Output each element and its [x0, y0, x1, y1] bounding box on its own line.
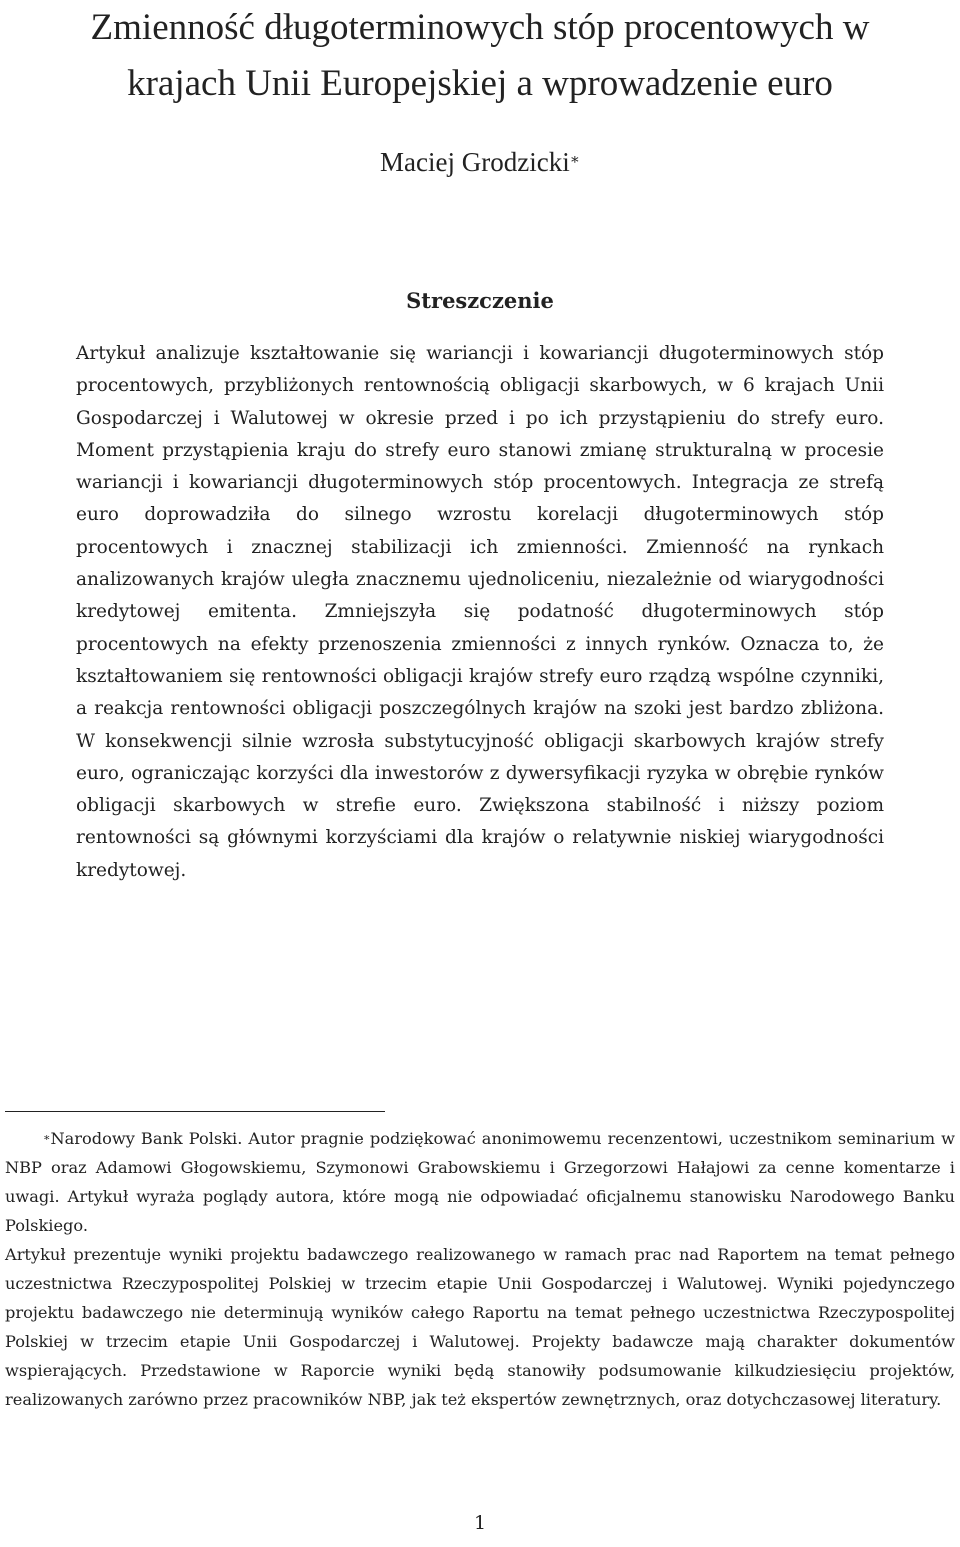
- paper-title-line-1: Zmienność długoterminowych stóp procentowych w: [90, 7, 870, 48]
- author-line: [0, 145, 960, 179]
- abstract-heading: Streszczenie: [406, 288, 554, 313]
- footnote-paragraph-1: [5, 1124, 955, 1240]
- footnote-paragraph-2: Artykuł prezentuje wyniki projektu badawczego realizowanego w ramach prac nad Raportem na temat pełnego uczestnictwa Rzeczypospolitej Polskiej w trzecim etapie Unii Gospodarczej i Walutowej. Wyniki pojedynczego projektu badawczego nie determinują wyników całego Raportu na temat pełnego uczestnictwa Rzeczypospolitej Polskiej w trzecim etapie Unii Gospodarczej i Walutowej. Projekty badawcze mają charakter dokumentów wspierających. Przedstawione w Raporcie wyniki będą stanowiły podsumowanie kilkudziesięciu projektów, realizowanych zarówno przez pracowników NBP, jak też ekspertów zewnętrznych, oraz dotychczasowej literatury.: [5, 1245, 955, 1409]
- author-name: Maciej Grodzicki: [380, 147, 570, 177]
- footnote-divider: [5, 1111, 385, 1112]
- paper-title: [0, 0, 960, 112]
- footnote-paragraph-1-text: Narodowy Bank Polski. Autor pragnie podziękować anonimowemu recenzentowi, uczestnikom seminarium w NBP oraz Adamowi Głogowskiemu, Szymonowi Grabowskiemu i Grzegorzowi Hałajowi za cenne komentarze i uwagi. Artykuł wyraża poglądy autora, które mogą nie odpowiadać oficjalnemu stanowisku Narodowego Banku Polskiego.: [5, 1129, 955, 1235]
- footnote-mark: ∗: [43, 1131, 51, 1144]
- abstract-text: Artykuł analizuje kształtowanie się wariancji i kowariancji długoterminowych stóp procentowych, przybliżonych rentownością obligacji skarbowych, w 6 krajach Unii Gospodarczej i Walutowej w okresie przed i po ich przystąpieniu do strefy euro. Moment przystąpienia kraju do strefy euro stanowi zmianę strukturalną w procesie wariancji i kowariancji długoterminowych stóp procentowych. Integracja ze strefą euro doprowadziła do silnego wzrostu korelacji długoterminowych stóp procentowych i znacznej stabilizacji ich zmienności. Zmienność na rynkach analizowanych krajów uległa znacznemu ujednoliceniu, niezależnie od wiarygodności kredytowej emitenta. Zmniejszyła się podatność długoterminowych stóp procentowych na efekty przenoszenia zmienności z innych rynków. Oznacza to, że kształtowaniem się rentowności obligacji krajów strefy euro rządzą wspólne czynniki, a reakcja rentowności obligacji poszczególnych krajów na szoki jest bardzo zbliżona. W konsekwencji silnie wzrosła substytucyjność obligacji skarbowych krajów strefy euro, ograniczając korzyści dla inwestorów z dywersyfikacji ryzyka w obrębie rynków obligacji skarbowych w strefie euro. Zwiększona stabilność i niższy poziom rentowności są głównymi korzyściami dla krajów o relatywnie niskiej wiarygodności kredytowej.: [76, 343, 884, 881]
- page-number: 1: [473, 1512, 487, 1534]
- footnote: [5, 1124, 955, 1414]
- author-footnote-mark: ∗: [569, 152, 580, 168]
- paper-title-line-2: krajach Unii Europejskiej a wprowadzenie euro: [127, 63, 833, 104]
